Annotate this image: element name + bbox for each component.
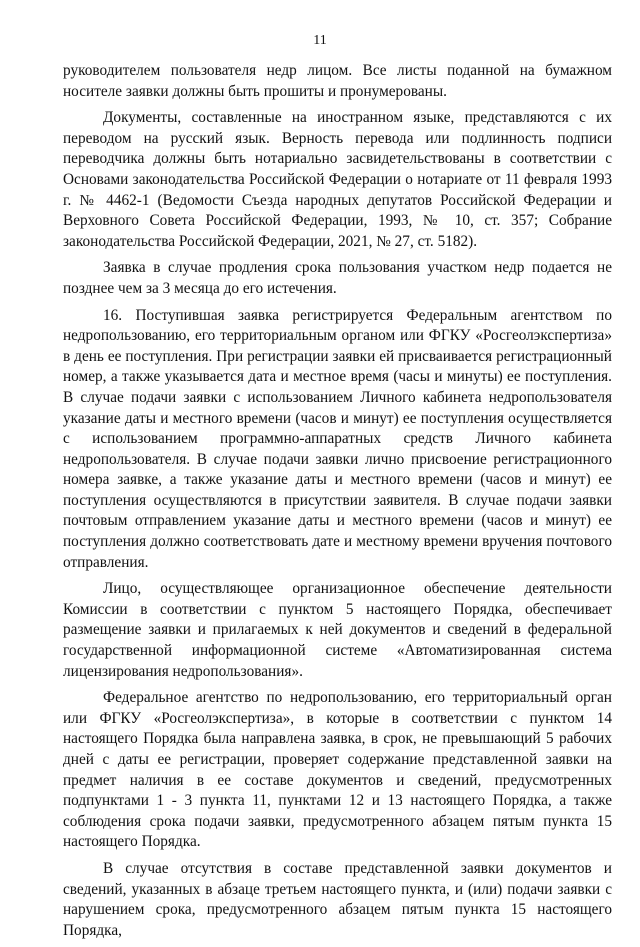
paragraph-extension-deadline: Заявка в случае продления срока пользования участком недр подается не позднее чем за 3 месяца до его истечения. bbox=[63, 259, 612, 297]
paragraph-information-system: Лицо, осуществляющее организационное обеспечение деятельности Комиссии в соответствии с пунктом 5 настоящего Порядка, обеспечивает размещение заявки и прилагаемых к ней документов и сведений в федеральной государственной информационной системе «Автоматизированная система лицензирования недропользования». bbox=[63, 580, 612, 680]
paragraph-verification: Федеральное агентство по недропользованию, его территориальный орган или ФГКУ «Росгеолэкспертиза», в которые в соответствии с пунктом 14 настоящего Порядка была направлена заявка, в срок, не превышающий 5 рабочих дней с даты ее регистрации, проверяет содержание представленной заявки на предмет наличия в ее составе документов и сведений, предусмотренных подпунктами 1 - 3 пункта 11, пунктами 12 и 13 настоящего Порядка, а также соблюдения срока подачи заявки, предусмотренного абзацем пятым пункта 15 настоящего Порядка. bbox=[63, 689, 612, 851]
page-number: 11 bbox=[313, 33, 327, 48]
document-body bbox=[63, 61, 612, 947]
paragraph-missing-documents: В случае отсутствия в составе представленной заявки документов и сведений, указанных в абзаце третьем настоящего пункта, и (или) подачи заявки с нарушением срока, предусмотренного абзацем пятым пункта 15 настоящего Порядка, bbox=[63, 859, 612, 939]
paragraph-item-16-registration: 16. Поступившая заявка регистрируется Федеральным агентством по недропользованию, его территориальным органом или ФГКУ «Росгеолэкспертиза» в день ее поступления. При регистрации заявки ей присваивается регистрационный номер, а также указывается дата и местное время (часы и минуты) ее поступления. В случае подачи заявки с использованием Личного кабинета недропользователя указание даты и местного времени (часов и минут) ее поступления осуществляется с использованием программно-аппаратных средств Личного кабинета недропользователя. В случае подачи заявки лично присвоение регистрационного номера заявке, а также указание даты и местного времени (часов и минут) ее поступления осуществляются в присутствии заявителя. В случае подачи заявки почтовым отправлением указание даты и местного времени (часов и минут) ее поступления должно соответствовать дате и местному времени вручения почтового отправления. bbox=[63, 306, 612, 571]
paragraph-continuation: руководителем пользователя недр лицом. Все листы поданной на бумажном носителе заявки должны быть прошиты и пронумерованы. bbox=[63, 62, 612, 100]
paragraph-foreign-language-documents: Документы, составленные на иностранном языке, представляются с их переводом на русский язык. Верность перевода или подлинность подписи переводчика должны быть нотариально засвидетельствованы в соответствии с Основами законодательства Российской Федерации о нотариате от 11 февраля 1993 г. № 4462-1 (Ведомости Съезда народных депутатов Российской Федерации и Верховного Совета Российской Федерации, 1993, № 10, ст. 357; Собрание законодательства Российской Федерации, 2021, № 27, ст. 5182). bbox=[63, 109, 612, 250]
